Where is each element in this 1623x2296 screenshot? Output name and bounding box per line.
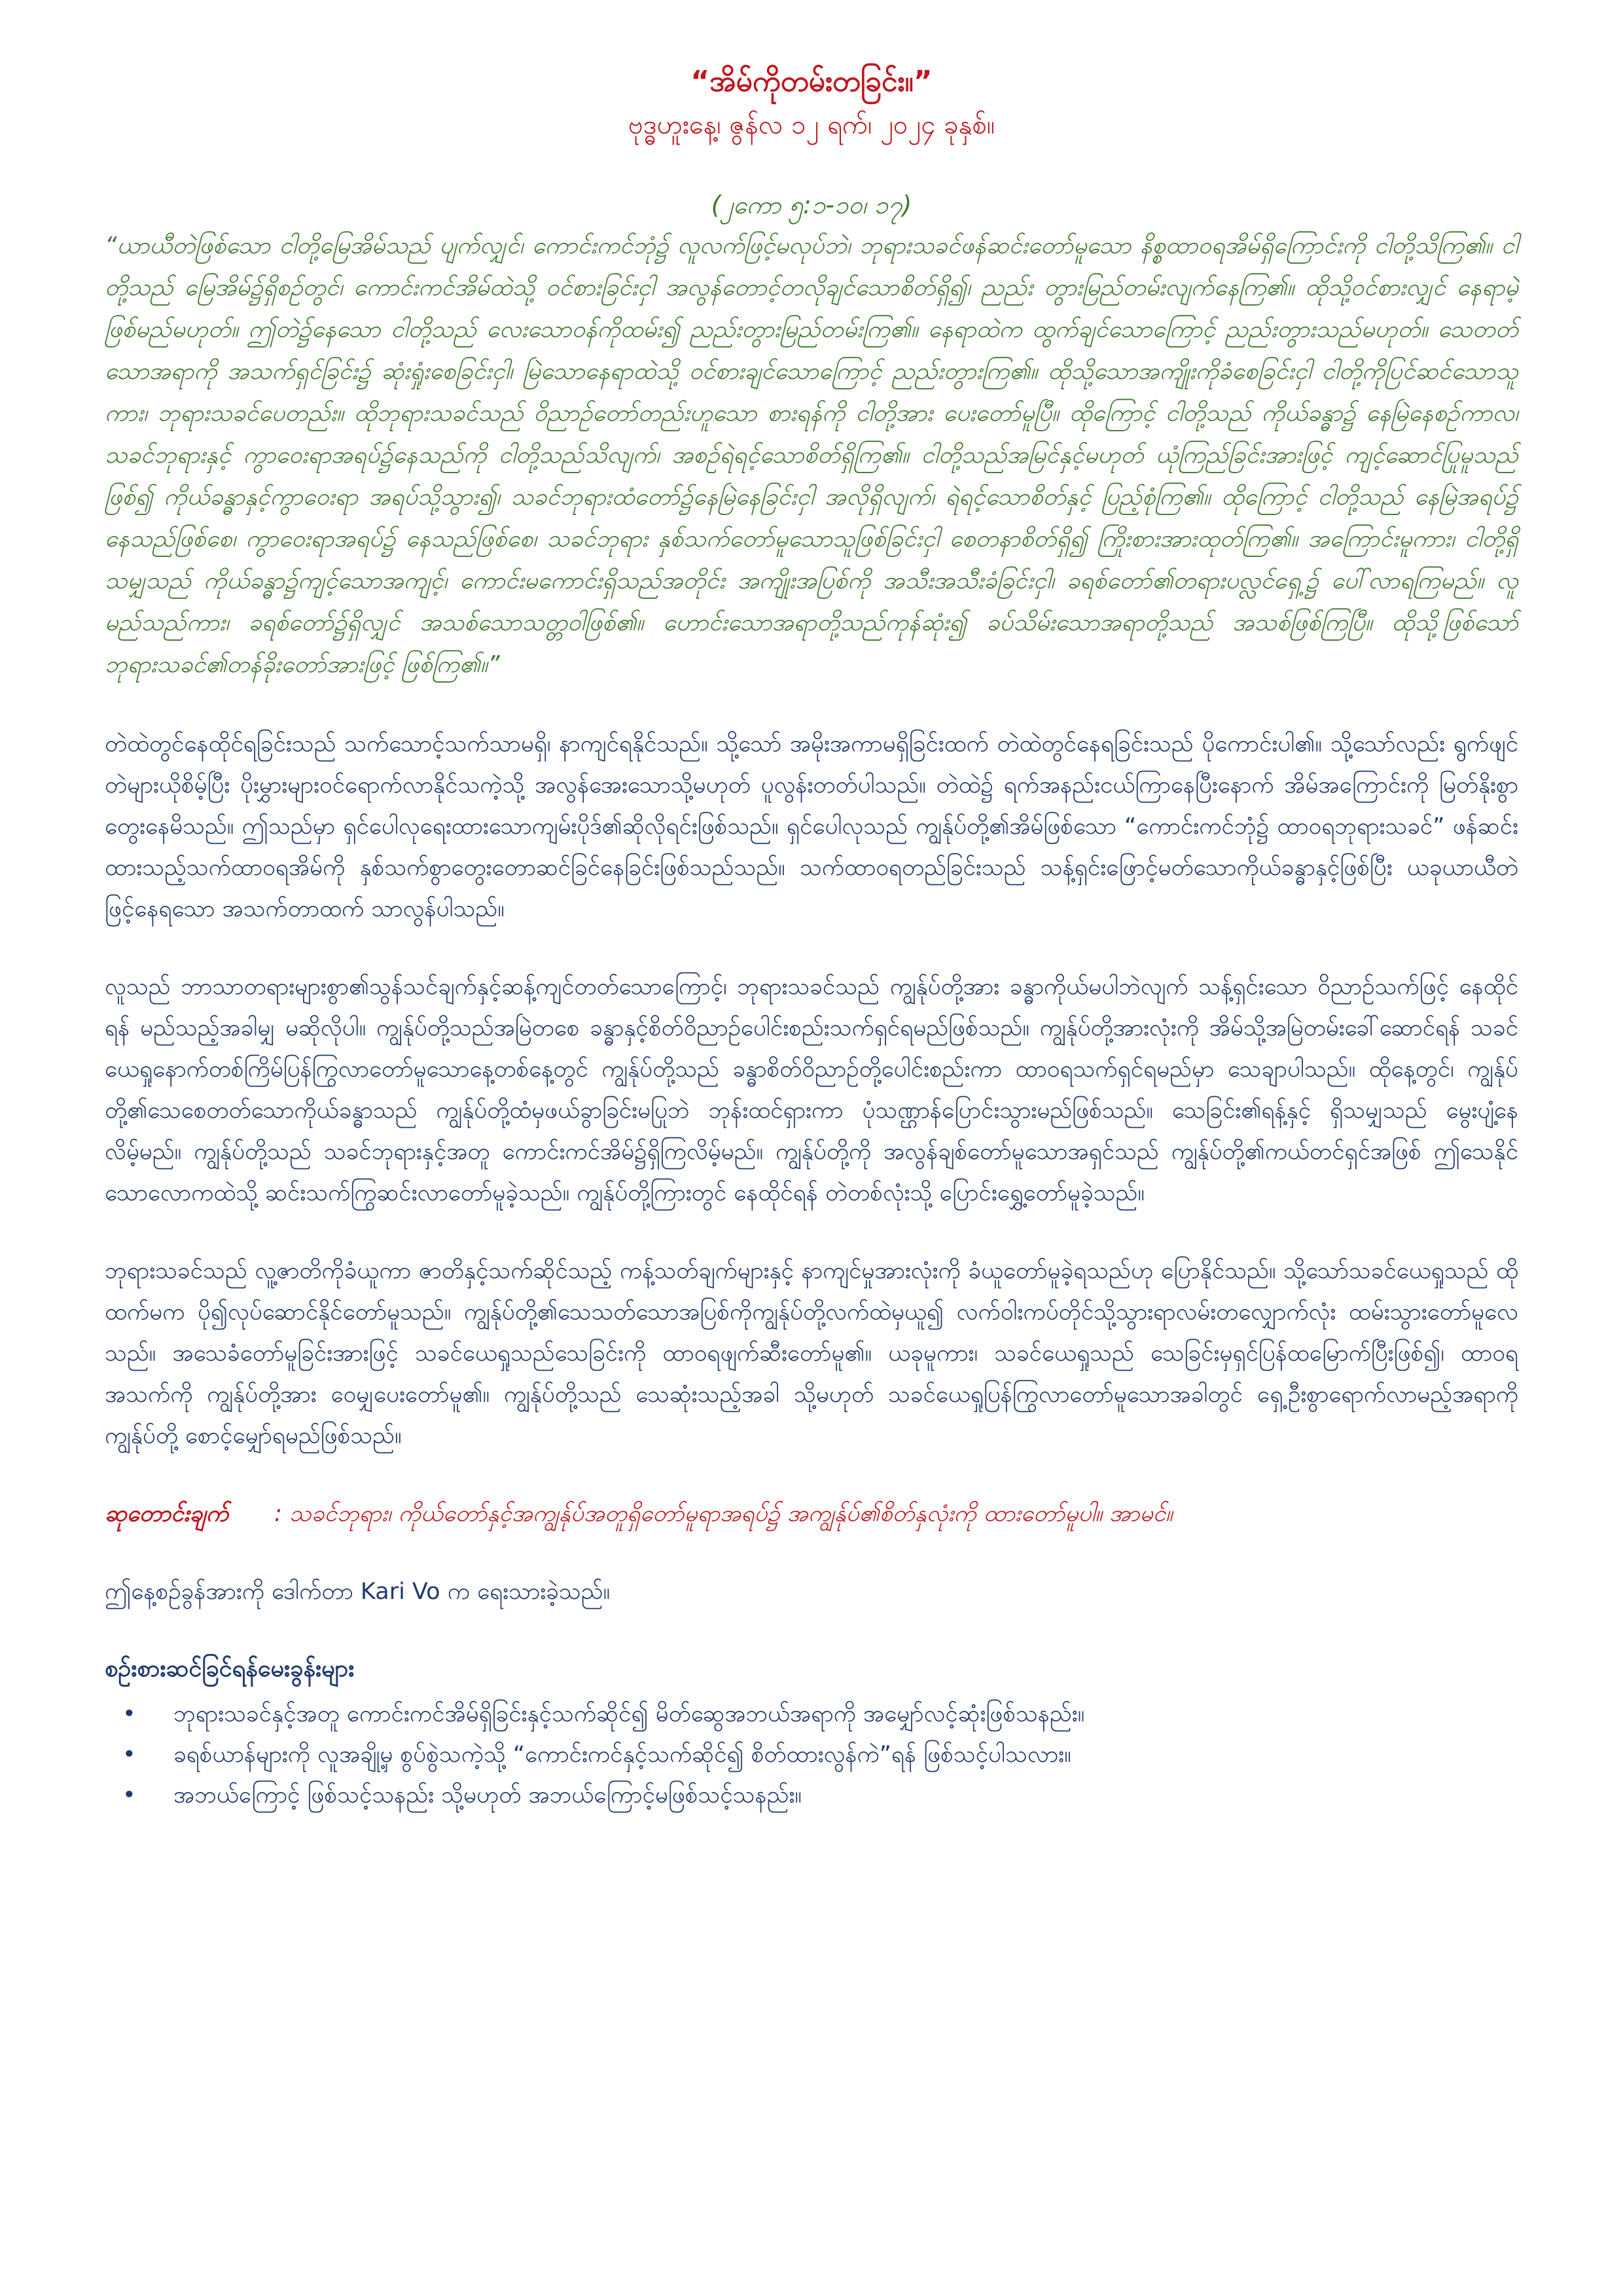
author-line: ဤနေ့စဉ်ခွန်အားကို ဒေါက်တာ Kari Vo က ရေးသားခဲ့သည်။ [105,1579,611,1605]
question-text: ခရစ်ယာန်များကို လူအချို့မှ စွပ်စွဲသကဲ့သို့ “ကောင်းကင်နှင့်သက်ဆိုင်၍ စိတ်ထားလွန်ကဲ”ရန် ဖြစ်သင့်ပါသလား။ [173,1742,1071,1768]
question-item [122,1775,1518,1816]
page-date: ဗုဒ္ဓဟူးနေ့၊ ဇွန်လ ၁၂ ရက်၊ ၂၀၂၄ ခုနှစ်။ [628,110,995,140]
body-paragraph-1: တဲထဲတွင်နေထိုင်ရခြင်းသည် သက်သောင့်သက်သာမရှိ၊ နာကျင်ရနိုင်သည်။ သို့သော် အမိုးအကာမရှိခြင်းထက် တဲထဲတွင်နေရခြင်းသည် ပိုကောင်းပါ၏။ သို့သော်လည်း ရွက်ဖျင်တဲများယိုစိမ့်ပြီး ပိုးမွှားများဝင်ရောက်လာနိုင်သကဲ့သို့ အလွန်အေးသောသို့မဟုတ် ပူလွန်းတတ်ပါသည်။ တဲထဲ၌ ရက်အနည်းငယ်ကြာနေပြီးနောက် အိမ်အကြောင်းကို မြတ်နိုးစွာတွေးနေမိသည်။ ဤသည်မှာ ရှင်ပေါလုရေးထားသောကျမ်းပိုဒ်၏ဆိုလိုရင်းဖြစ်သည်။ ရှင်ပေါလုသည် ကျွန်ုပ်တို့၏အိမ်ဖြစ်သော “ကောင်းကင်ဘုံ၌ ထာဝရဘုရားသခင်” ဖန်ဆင်းထားသည့်သက်ထာဝရအိမ်ကို နှစ်သက်စွာတွေးတောဆင်ခြင်နေခြင်းဖြစ်သည်သည်။ သက်ထာဝရတည်ခြင်းသည် သန့်ရှင်းဖြောင့်မတ်သောကိုယ်ခန္ဓာနှင့်ဖြစ်ပြီး ယခုယာယီတဲဖြင့်နေရသော အသက်တာထက် သာလွန်ပါသည်။ [105,731,1518,922]
questions-heading: စဉ်းစားဆင်ခြင်ရန်မေးခွန်းများ [105,1655,355,1682]
prayer-text: : သခင်ဘုရား၊ ကိုယ်တော်နှင့်အကျွန်ုပ်အတူရှိတော်မူရာအရပ်၌ အကျွန်ုပ်၏စိတ်နှလုံးကို ထားတော်မူပါ။ အာမင်။ [274,1501,1173,1527]
questions-list [105,1694,1518,1816]
body-paragraph-2: လူသည် ဘာသာတရားများစွာ၏သွန်သင်ချက်နှင့်ဆန့်ကျင်တတ်သောကြောင့်၊ ဘုရားသခင်သည် ကျွန်ုပ်တို့အား ခန္ဓာကိုယ်မပါဘဲလျက် သန့်ရှင်းသော ဝိညာဉ်သက်ဖြင့် နေထိုင်ရန် မည်သည့်အခါမျှ မဆိုလိုပါ။ ကျွန်ုပ်တို့သည်အမြဲတစေ ခန္ဓာနှင့်စိတ်ဝိညာဉ်ပေါင်းစည်းသက်ရှင်ရမည်ဖြစ်သည်။ ကျွန်ုပ်တို့အားလုံးကို အိမ်သို့အမြဲတမ်းခေါ်ဆောင်ရန် သခင်ယေရှုနောက်တစ်ကြိမ်ပြန်ကြွလာတော်မူသောနေ့တစ်နေ့တွင် ကျွန်ုပ်တို့သည် ခန္ဓာစိတ်ဝိညာဉ်တို့ပေါင်းစည်းကာ ထာဝရသက်ရှင်ရမည်မှာ သေချာပါသည်။ ထိုနေ့တွင်၊ ကျွန်ုပ်တို့၏သေစေတတ်သောကိုယ်ခန္ဓာသည် ကျွန်ုပ်တို့ထံမှဖယ်ခွာခြင်းမပြုဘဲ ဘုန်းထင်ရှားကာ ပုံသဏ္ဌာန်ပြောင်းသွားမည်ဖြစ်သည်။ သေခြင်း၏ရန့်နှင့် ရှိသမျှသည် မွေးပျံ့နေလိမ့်မည်။ ကျွန်ုပ်တို့သည် သခင်ဘုရားနှင့်အတူ ကောင်းကင်အိမ်၌ရှိကြလိမ့်မည်။ ကျွန်ုပ်တို့ကို အလွန်ချစ်တော်မူသောအရှင်သည် ကျွန်ုပ်တို့၏ကယ်တင်ရှင်အဖြစ် ဤသေနိုင်သောလောကထဲသို့ ဆင်းသက်ကြွဆင်းလာတော်မူခဲ့သည်။ ကျွန်ုပ်တို့ကြားတွင် နေထိုင်ရန် တဲတစ်လုံးသို့ ပြောင်းရွှေ့တော်မူခဲ့သည်။ [105,974,1518,1206]
scripture-text: “ယာယီတဲဖြစ်သော ငါတို့မြေအိမ်သည် ပျက်လျှင်၊ ကောင်းကင်ဘုံ၌ လူလက်ဖြင့်မလုပ်ဘဲ၊ ဘုရားသခင်ဖန်ဆင်းတော်မူသော နိစ္စထာဝရအိမ်ရှိကြောင်းကို ငါတို့သိကြ၏။ ငါတို့သည် မြေအိမ်၌ရှိစဉ်တွင်၊ ကောင်းကင်အိမ်ထဲသို့ ဝင်စားခြင်းငှါ အလွန်တောင့်တလိုချင်သောစိတ်ရှိ၍၊ ညည်း တွားမြည်တမ်းလျက်နေကြ၏။ ထိုသို့ဝင်စားလျှင် နေရာမဲ့ဖြစ်မည်မဟုတ်။ ဤတဲ၌နေသော ငါတို့သည် လေးသောဝန်ကိုထမ်း၍ ညည်းတွားမြည်တမ်းကြ၏။ နေရာထဲက ထွက်ချင်သောကြောင့် ညည်းတွားသည်မဟုတ်။ သေတတ်သောအရာကို အသက်ရှင်ခြင်း၌ ဆုံးရှုံးစေခြင်းငှါ၊ မြဲသောနေရာထဲသို့ ဝင်စားချင်သောကြောင့် ညည်းတွားကြ၏။ ထိုသို့သောအကျိုးကိုခံစေခြင်းငှါ ငါတို့ကိုပြင်ဆင်သောသူကား၊ ဘုရားသခင်ပေတည်း။ ထိုဘုရားသခင်သည် ဝိညာဉ်တော်တည်းဟူသော စားရန်ကို ငါတို့အား ပေးတော်မူပြီ။ ထိုကြောင့် ငါတို့သည် ကိုယ်ခန္ဓာ၌ နေမြဲနေစဉ်ကာလ၊ သခင်ဘုရားနှင့် ကွာဝေးရာအရပ်၌နေသည်ကို ငါတို့သည်သိလျက်၊ အစဉ်ရဲရင့်သောစိတ်ရှိကြ၏။ ငါတို့သည်အမြင်နှင့်မဟုတ် ယုံကြည်ခြင်းအားဖြင့် ကျင့်ဆောင်ပြုမူသည်ဖြစ်၍ ကိုယ်ခန္ဓာနှင့်ကွာဝေးရာ အရပ်သို့သွား၍၊ သခင်ဘုရားထံတော်၌နေမြဲနေခြင်းငှါ အလိုရှိလျက်၊ ရဲရင့်သောစိတ်နှင့် ပြည့်စုံကြ၏။ ထိုကြောင့် ငါတို့သည် နေမြဲအရပ်၌ နေသည်ဖြစ်စေ၊ ကွာဝေးရာအရပ်၌ နေသည်ဖြစ်စေ၊ သခင်ဘုရား နှစ်သက်တော်မူသောသူဖြစ်ခြင်းငှါ စေတနာစိတ်ရှိ၍ ကြိုးစားအားထုတ်ကြ၏။ အကြောင်းမူကား၊ ငါတို့ရှိသမျှသည် ကိုယ်ခန္ဓာ၌ကျင့်သောအကျင့်၊ ကောင်းမကောင်းရှိသည်အတိုင်း အကျိုးအပြစ်ကို အသီးအသီးခံခြင်းငှါ၊ ခရစ်တော်၏တရားပလ္လင်ရှေ့၌ ပေါ်လာရကြမည်။ လူမည်သည်ကား၊ ခရစ်တော်၌ရှိလျှင် အသစ်သောသတ္တဝါဖြစ်၏။ ဟောင်းသောအရာတို့သည်ကုန်ဆုံး၍ ခပ်သိမ်းသောအရာတို့သည် အသစ်ဖြစ်ကြပြီ။ ထိုသို့ဖြစ်သော် ဘုရားသခင်၏တန်ခိုးတော်အားဖြင့် ဖြစ်ကြ၏။” [105,232,1518,678]
bullet-icon: • [122,1701,136,1727]
page-title: “အိမ်ကိုတမ်းတခြင်း။” [690,65,933,98]
scripture-reference: (၂ကော ၅:၁-၁၀၊ ၁၇) [711,190,912,219]
question-item [122,1734,1518,1775]
prayer-label: ဆုတောင်းချက် [105,1501,229,1527]
prayer-section [105,1494,1518,1535]
bullet-icon: • [122,1782,136,1808]
question-item [122,1694,1518,1734]
devotional-page [105,59,1518,2238]
question-text: အဘယ်ကြောင့် ဖြစ်သင့်သနည်း သို့မဟုတ် အဘယ်ကြောင့်မဖြစ်သင့်သနည်း။ [173,1782,802,1808]
bullet-icon: • [122,1742,136,1768]
body-paragraph-3: ဘုရားသခင်သည် လူ့ဇာတိကိုခံယူကာ ဇာတိနှင့်သက်ဆိုင်သည့် ကန့်သတ်ချက်များနှင့် နာကျင်မှုအားလုံးကို ခံယူတော်မူခဲ့ရသည်ဟု ပြောနိုင်သည်။ သို့သော်သခင်ယေရှုသည် ထိုထက်မက ပို၍လုပ်ဆောင်နိုင်တော်မူသည်။ ကျွန်ုပ်တို့၏သေသတ်သောအပြစ်ကိုကျွန်ုပ်တို့လက်ထဲမှယူ၍ လက်ဝါးကပ်တိုင်သို့သွားရာလမ်းတလျှောက်လုံး ထမ်းသွားတော်မူလေသည်။ အသေခံတော်မူခြင်းအားဖြင့် သခင်ယေရှုသည်သေခြင်းကို ထာဝရဖျက်ဆီးတော်မူ၏။ ယခုမူကား၊ သခင်ယေရှုသည် သေခြင်းမှရှင်ပြန်ထမြောက်ပြီးဖြစ်၍၊ ထာဝရအသက်ကို ကျွန်ုပ်တို့အား ဝေမျှပေးတော်မူ၏။ ကျွန်ုပ်တို့သည် သေဆုံးသည့်အခါ သို့မဟုတ် သခင်ယေရှုပြန်ကြွလာတော်မူသောအခါတွင် ရှေ့ဦးစွာရောက်လာမည့်အရာကို ကျွန်ုပ်တို့ စောင့်မျှော်ရမည်ဖြစ်သည်။ [105,1258,1518,1449]
question-text: ဘုရားသခင်နှင့်အတူ ကောင်းကင်အိမ်ရှိခြင်းနှင့်သက်ဆိုင်၍ မိတ်ဆွေအဘယ်အရာကို အမျှော်လင့်ဆုံးဖြစ်သနည်း။ [173,1701,1085,1727]
